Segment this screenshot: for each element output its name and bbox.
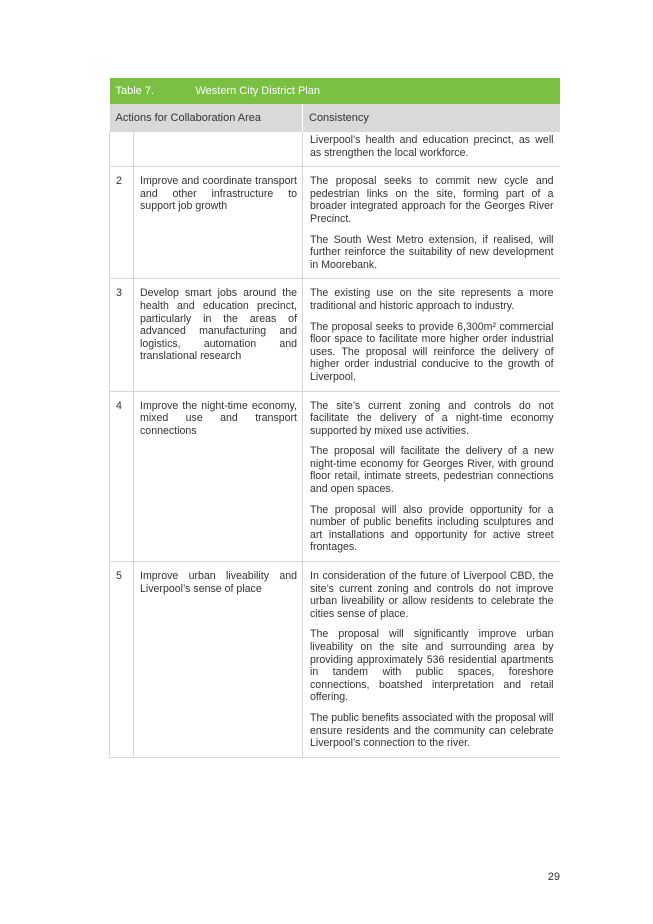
consistency-paragraph: The proposal will significantly improve urban liveability on the site and surrounding area by providing approximately 536 residential apartments in tandem with public spaces, foreshore connections, boatshed interpretation and retail offering. — [310, 628, 554, 704]
row-consistency-cell — [303, 132, 560, 167]
row-consistency-cell — [303, 167, 560, 279]
consistency-paragraph: The proposal seeks to provide 6,300m² commercial floor space to facilitate more higher order industrial uses. The proposal will reinforce the delivery of higher order industrial conducive to the growth of Liverpool. — [310, 320, 554, 383]
page-number: 29 — [547, 871, 560, 883]
table-row — [110, 391, 560, 562]
consistency-paragraph: The public benefits associated with the proposal will ensure residents and the community can celebrate Liverpool’s connection to the river. — [310, 711, 554, 750]
row-number-cell — [110, 132, 134, 167]
consistency-paragraph: The site’s current zoning and controls do not facilitate the delivery of a night-time economy supported by mixed use activities. — [310, 399, 554, 437]
row-action: Improve and coordinate transport and other infrastructure to support job growth — [134, 167, 303, 279]
consistency-paragraph: Liverpool’s health and education precinct, as well as strengthen the local workforce. — [310, 134, 554, 159]
consistency-paragraph: The proposal seeks to commit new cycle and pedestrian links on the site, forming part of a broader integrated approach for the Georges River Precinct. — [310, 175, 554, 225]
consistency-paragraph: The proposal will facilitate the delivery of a new night-time economy for Georges River, with ground floor retail, intimate streets, pedestrian connections and open spaces. — [310, 445, 554, 496]
row-number: 3 — [110, 279, 134, 391]
row-action: Improve urban liveability and Liverpool’s sense of place — [134, 562, 303, 758]
consistency-paragraph: In consideration of the future of Liverpool CBD, the site’s current zoning and controls do not improve urban liveability or allow residents to celebrate the cities sense of place. — [310, 570, 554, 620]
table-header-row — [110, 104, 560, 132]
table-number: Table 7. — [115, 84, 155, 97]
row-number: 5 — [110, 562, 134, 758]
column-header-consistency: Consistency — [303, 104, 560, 132]
table-caption — [110, 78, 560, 104]
row-action-cell — [134, 132, 303, 167]
table-row — [110, 167, 560, 279]
row-number: 4 — [110, 391, 134, 562]
table-title: Western City District Plan — [195, 84, 320, 97]
table-row — [110, 132, 560, 167]
district-plan-table — [109, 78, 560, 758]
consistency-paragraph: The proposal will also provide opportunity for a number of public benefits including sculptures and art installations and opportunity for active street frontages. — [310, 503, 554, 554]
row-action: Improve the night-time economy, mixed use and transport connections — [134, 391, 303, 562]
table-title-bar — [110, 78, 560, 104]
row-number: 2 — [110, 167, 134, 279]
consistency-paragraph: The South West Metro extension, if realised, will further reinforce the suitability of new development in Moorebank. — [310, 233, 554, 271]
table-row — [110, 562, 560, 758]
row-consistency-cell — [303, 391, 560, 562]
row-consistency-cell — [303, 279, 560, 391]
row-action: Develop smart jobs around the health and education precinct, particularly in the areas of advanced manufacturing and logistics, automation and translational research — [134, 279, 303, 391]
row-consistency-cell — [303, 562, 560, 758]
column-header-actions: Actions for Collaboration Area — [110, 104, 303, 132]
table-row — [110, 279, 560, 391]
consistency-paragraph: The existing use on the site represents a more traditional and historic approach to industry. — [310, 287, 554, 312]
